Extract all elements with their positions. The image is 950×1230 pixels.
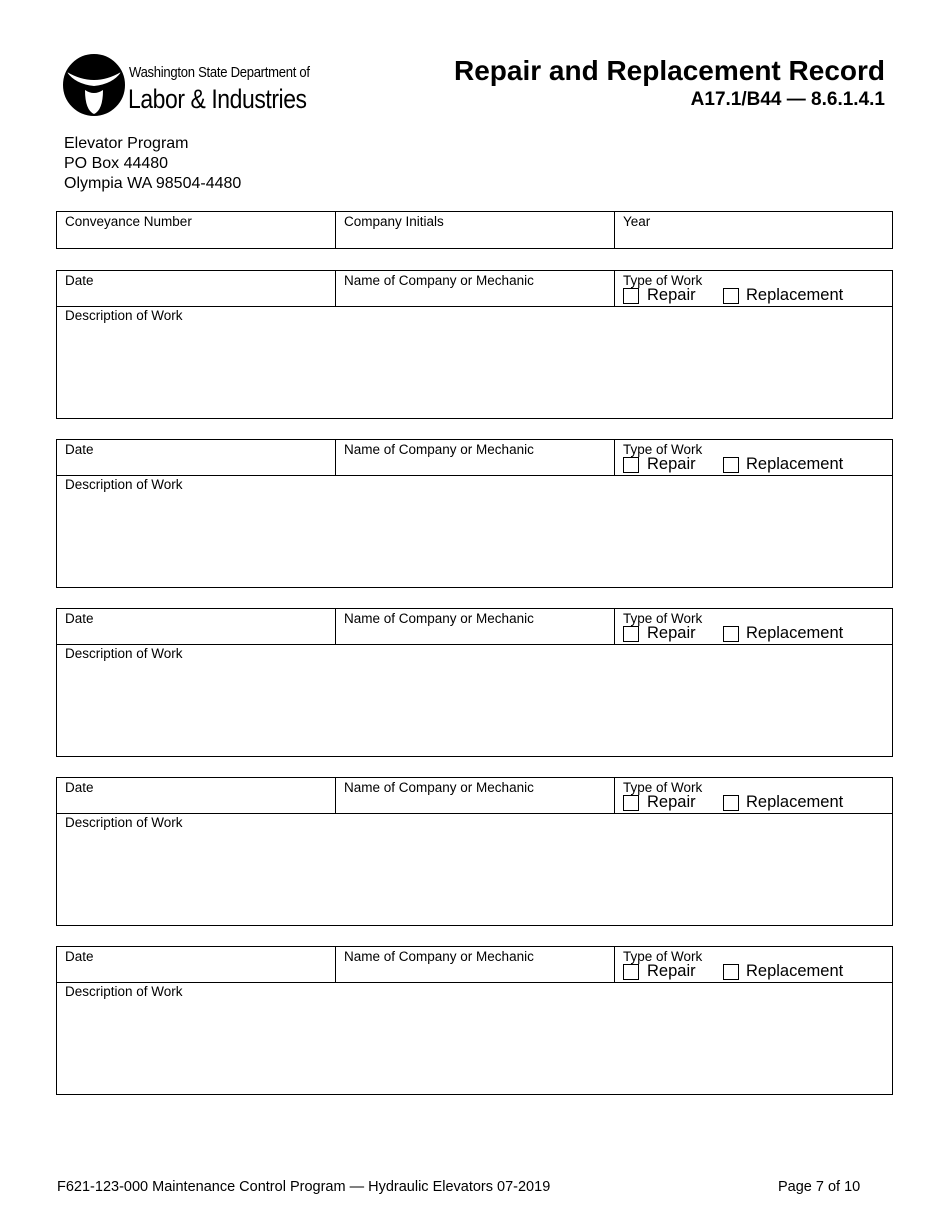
company-initials-field[interactable] — [336, 212, 615, 248]
replacement-checkbox-label: Replacement — [746, 286, 844, 304]
type-of-work-field — [615, 778, 892, 813]
company-or-mechanic-field[interactable] — [336, 778, 615, 813]
address-line: Elevator Program — [64, 135, 189, 152]
repair-entry — [56, 946, 893, 1095]
company-or-mechanic-label: Name of Company or Mechanic — [344, 442, 534, 457]
repair-checkbox-label: Repair — [647, 455, 696, 473]
mailing-address — [64, 134, 241, 194]
type-of-work-label: Type of Work — [623, 949, 703, 964]
replacement-checkbox-label: Replacement — [746, 455, 844, 473]
replacement-checkbox-label: Replacement — [746, 962, 844, 980]
footer-form-id: F621-123-000 Maintenance Control Program — Hydraulic Elevators 07-2019 — [57, 1179, 551, 1195]
description-of-work-field[interactable] — [65, 984, 183, 999]
type-of-work-label: Type of Work — [623, 611, 703, 626]
repair-entry — [56, 439, 893, 588]
company-or-mechanic-label: Name of Company or Mechanic — [344, 273, 534, 288]
company-or-mechanic-label: Name of Company or Mechanic — [344, 780, 534, 795]
entry-header-row — [57, 271, 892, 307]
conveyance-number-label: Conveyance Number — [65, 214, 192, 229]
replacement-checkbox[interactable] — [723, 964, 739, 980]
type-of-work-label: Type of Work — [623, 780, 703, 795]
company-or-mechanic-field[interactable] — [336, 947, 615, 982]
replacement-checkbox-label: Replacement — [746, 624, 844, 642]
repair-checkbox[interactable] — [623, 964, 639, 980]
company-or-mechanic-field[interactable] — [336, 440, 615, 475]
description-of-work-field[interactable] — [65, 646, 183, 661]
repair-checkbox[interactable] — [623, 795, 639, 811]
date-label: Date — [65, 442, 94, 457]
entry-header-row — [57, 609, 892, 645]
repair-checkbox[interactable] — [623, 288, 639, 304]
company-or-mechanic-field[interactable] — [336, 271, 615, 306]
entry-header-row — [57, 440, 892, 476]
address-line: Olympia WA 98504-4480 — [64, 175, 242, 192]
replacement-checkbox-label: Replacement — [746, 793, 844, 811]
repair-entry — [56, 270, 893, 419]
date-field[interactable] — [57, 609, 336, 644]
description-of-work-field[interactable] — [65, 477, 183, 492]
lni-logo-icon — [63, 54, 125, 116]
entry-header-row — [57, 778, 892, 814]
year-field[interactable] — [615, 212, 892, 248]
replacement-checkbox[interactable] — [723, 626, 739, 642]
footer-page-number: Page 7 of 10 — [778, 1179, 861, 1195]
type-of-work-field — [615, 947, 892, 982]
type-of-work-label: Type of Work — [623, 442, 703, 457]
date-label: Date — [65, 611, 94, 626]
repair-checkbox-label: Repair — [647, 793, 696, 811]
type-of-work-field — [615, 609, 892, 644]
description-of-work-label: Description of Work — [65, 815, 183, 830]
replacement-checkbox[interactable] — [723, 795, 739, 811]
description-of-work-label: Description of Work — [65, 477, 183, 492]
description-of-work-field[interactable] — [65, 308, 183, 323]
repair-checkbox[interactable] — [623, 457, 639, 473]
company-or-mechanic-label: Name of Company or Mechanic — [344, 949, 534, 964]
logo-department: Washington State Department of — [129, 65, 310, 81]
date-field[interactable] — [57, 271, 336, 306]
company-initials-label: Company Initials — [344, 214, 444, 229]
company-or-mechanic-label: Name of Company or Mechanic — [344, 611, 534, 626]
date-field[interactable] — [57, 947, 336, 982]
address-line: PO Box 44480 — [64, 155, 169, 172]
description-of-work-label: Description of Work — [65, 646, 183, 661]
description-of-work-field[interactable] — [65, 815, 183, 830]
page-subtitle: A17.1/B44 — 8.6.1.4.1 — [690, 89, 885, 110]
repair-entry — [56, 608, 893, 757]
company-or-mechanic-field[interactable] — [336, 609, 615, 644]
date-label: Date — [65, 273, 94, 288]
conveyance-header-fields — [56, 211, 893, 249]
agency-logo — [63, 54, 333, 118]
description-of-work-label: Description of Work — [65, 984, 183, 999]
type-of-work-field — [615, 271, 892, 306]
type-of-work-field — [615, 440, 892, 475]
date-field[interactable] — [57, 440, 336, 475]
repair-checkbox-label: Repair — [647, 286, 696, 304]
description-of-work-label: Description of Work — [65, 308, 183, 323]
repair-entry — [56, 777, 893, 926]
date-label: Date — [65, 949, 94, 964]
repair-checkbox[interactable] — [623, 626, 639, 642]
repair-checkbox-label: Repair — [647, 624, 696, 642]
replacement-checkbox[interactable] — [723, 288, 739, 304]
repair-checkbox-label: Repair — [647, 962, 696, 980]
date-field[interactable] — [57, 778, 336, 813]
replacement-checkbox[interactable] — [723, 457, 739, 473]
date-label: Date — [65, 780, 94, 795]
logo-agency-name: Labor & Industries — [128, 84, 307, 114]
page-title: Repair and Replacement Record — [453, 55, 885, 86]
conveyance-number-field[interactable] — [57, 212, 336, 248]
entry-header-row — [57, 947, 892, 983]
year-label: Year — [623, 214, 651, 229]
type-of-work-label: Type of Work — [623, 273, 703, 288]
